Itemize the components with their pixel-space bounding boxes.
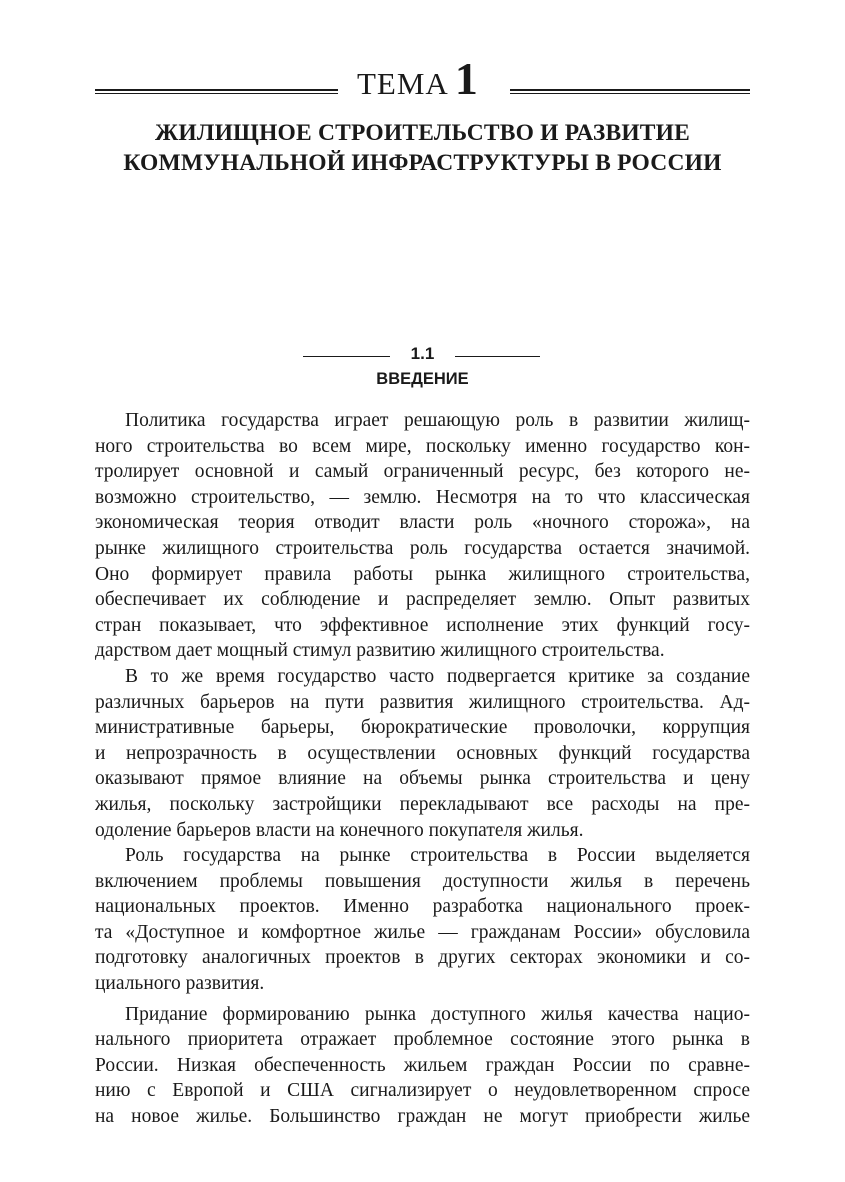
header-rule-left: [95, 89, 338, 94]
section-title: ВВЕДЕНИЕ: [376, 370, 469, 388]
text-line: жилья, поскольку застройщики перекладывают все расходы на пре-: [95, 793, 750, 815]
text-line: на новое жилье. Большинство граждан не могут приобрести жилье: [95, 1106, 750, 1128]
text-line: различных барьеров на пути развития жилищного строительства. Ад-: [95, 691, 750, 713]
text-line: В то же время государство часто подвергается критике за создание: [125, 665, 750, 687]
text-line: рынке жилищного строительства роль государства остается значимой.: [95, 537, 750, 559]
text-line: и непрозрачность в осуществлении основных функций государства: [95, 742, 750, 764]
text-line: оказывают прямое влияние на объемы рынка строительства и цену: [95, 768, 750, 790]
text-line: подготовку аналогичных проектов в других секторах экономики и со-: [95, 947, 750, 969]
section-number: 1.1: [410, 344, 435, 363]
text-line: обеспечивает их соблюдение и распределяет землю. Опыт развитых: [95, 589, 750, 611]
text-line: та «Доступное и комфортное жилье — гражданам России» обусловила: [95, 921, 750, 943]
text-line: национальных проектов. Именно разработка национального проек-: [95, 896, 750, 918]
body-text: [95, 408, 750, 1130]
paragraph: [95, 1002, 750, 1130]
text-line: России. Низкая обеспеченность жильем граждан России по сравне-: [95, 1054, 750, 1076]
text-line: стран показывает, что эффективное исполнение этих функций госу-: [95, 614, 750, 636]
text-line: тролирует основной и самый ограниченный ресурс, без которого не-: [95, 461, 750, 483]
section-rule-left: [303, 356, 390, 357]
text-line: включением проблемы повышения доступности жилья в перечень: [95, 870, 750, 892]
text-line: ного строительства во всем мире, поскольку именно государство кон-: [95, 435, 750, 457]
section-rule-right: [455, 356, 540, 357]
text-line: нию с Европой и США сигнализирует о неудовлетворенном спросе: [95, 1080, 750, 1102]
text-line: возможно строительство, — землю. Несмотря на то что классическая: [95, 486, 750, 508]
text-line: Роль государства на рынке строительства в России выделяется: [125, 845, 750, 867]
paragraph: [95, 408, 750, 664]
topic-word: ТЕМА: [357, 66, 449, 101]
chapter-title-line: КОММУНАЛЬНОЙ ИНФРАСТРУКТУРЫ В РОССИИ: [123, 150, 722, 176]
text-line: Оно формирует правила работы рынка жилищного строительства,: [95, 563, 750, 585]
section-heading: [95, 343, 750, 393]
text-line: Политика государства играет решающую роль в развитии жилищ-: [125, 410, 750, 431]
text-line: Придание формированию рынка доступного жилья качества нацио-: [125, 1003, 750, 1025]
paragraph: [95, 843, 750, 997]
chapter-title-line: ЖИЛИЩНОЕ СТРОИТЕЛЬСТВО И РАЗВИТИЕ: [154, 120, 691, 146]
text-line: циального развития.: [95, 973, 265, 995]
topic-number: 1: [454, 53, 478, 104]
topic-label: [357, 53, 497, 110]
paragraph: [95, 664, 750, 843]
header-rule-right: [510, 89, 750, 94]
topic-header: [95, 53, 750, 104]
chapter-title: [95, 118, 750, 178]
text-line: дарством дает мощный стимул развитию жилищного строительства.: [95, 640, 665, 662]
text-line: экономическая теория отводит власти роль «ночного сторожа», на: [95, 512, 750, 534]
text-line: министративные барьеры, бюрократические проволочки, коррупция: [95, 717, 750, 739]
text-line: нального приоритета отражает проблемное состояние этого рынка в: [95, 1029, 750, 1051]
text-line: одоление барьеров власти на конечного покупателя жилья.: [95, 819, 584, 841]
